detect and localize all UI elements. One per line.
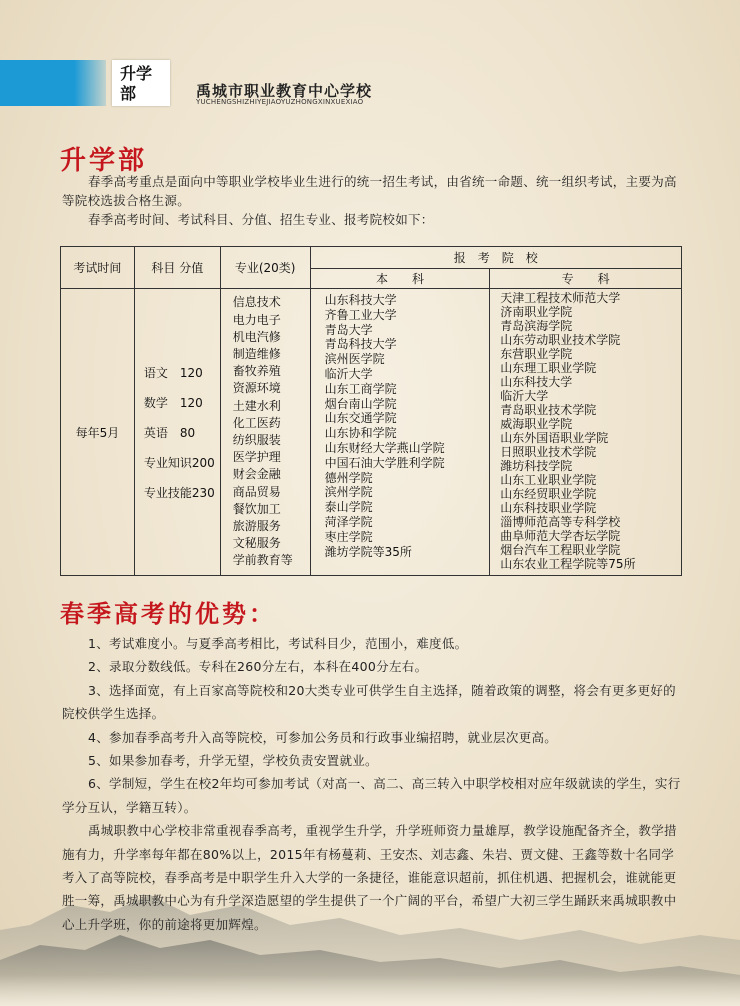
bachelor-school: 山东科技大学 (324, 293, 397, 307)
major-item: 旅游服务 (232, 519, 281, 534)
major-item: 电力电子 (232, 312, 281, 327)
college-school: 山东外国语职业学院 (500, 431, 609, 445)
advantage-item: 3、选择面宽，有上百家高等院校和20大类专业可供学生自主选择，随着政策的调整，将会有更多更好的院校供学生选择。 (62, 682, 676, 722)
college-school: 山东科技职业学院 (500, 501, 597, 515)
subject-item: 专业技能230 (143, 485, 215, 500)
dept-label-line1: 升学 (120, 64, 153, 83)
bachelor-school: 青岛大学 (324, 322, 373, 337)
subject-item: 语文 120 (143, 365, 203, 380)
advantage-item: 1、考试难度小。与夏季高考相比，考试科目少，范围小，难度低。 (88, 636, 468, 651)
bachelor-school: 德州学院 (324, 470, 373, 485)
major-item: 信息技术 (232, 295, 281, 310)
majors-cell (220, 289, 310, 576)
college-school: 青岛滨海学院 (500, 319, 573, 333)
advantage-item: 6、学制短，学生在校2年均可参加考试（对高一、高二、高三转入中职学校相对应年级就读的学生，实行学分互认，学籍互转）。 (62, 776, 681, 815)
college-school: 潍坊科技学院 (500, 459, 573, 473)
college-school: 山东劳动职业技术学院 (500, 333, 621, 347)
major-item: 畜牧养殖 (232, 364, 281, 379)
major-item: 化工医药 (232, 415, 281, 430)
section-title-shengxuebu: 升学部 (60, 146, 148, 176)
college-school: 天津工程技术师范大学 (500, 291, 621, 305)
advantages-text (62, 632, 682, 936)
college-school: 山东理工职业学院 (500, 361, 597, 375)
college-school: 山东农业工程学院等75所 (500, 557, 636, 571)
subject-item: 数学 120 (143, 395, 203, 410)
th-exam-time: 考试时间 (61, 247, 135, 289)
major-item: 资源环境 (232, 381, 281, 396)
subject-item: 英语 80 (143, 425, 196, 440)
major-item: 医学护理 (232, 450, 281, 465)
college-school: 青岛职业技术学院 (500, 403, 597, 417)
closing-paragraph: 禹城职教中心学校非常重视春季高考，重视学生升学，升学班师资力量雄厚，教学设施配备齐全，教学措施有力，升学率每年都在80%以上，2015年有杨蔓莉、王安杰、刘志鑫、朱岩、贾文健、王鑫等数十名同学考入了高等院校，春季高考是中职学生升入大学的一条捷径，谁能意识超前，抓住机遇、把握机会，谁就能更胜一筹，禹城职教中心为有升学深造愿望的学生提供了一个广阔的平台，希望广大初三学生踊跃来禹城职教中心上升学班，你的前途将更加辉煌。 (62, 823, 677, 932)
college-school: 东营职业学院 (500, 347, 573, 361)
bachelor-schools-cell (310, 289, 490, 576)
bachelor-school: 山东交通学院 (324, 411, 397, 426)
college-school: 临沂大学 (500, 389, 549, 403)
major-item: 纺织服装 (232, 433, 281, 447)
subjects-cell (134, 289, 220, 576)
th-subject-score: 科目 分值 (134, 247, 220, 289)
bachelor-school: 烟台南山学院 (324, 396, 397, 411)
college-school: 山东经贸职业学院 (500, 487, 597, 501)
bachelor-school: 齐鲁工业大学 (324, 307, 397, 322)
college-school: 日照职业技术学院 (500, 445, 597, 459)
school-name: 禹城市职业教育中心学校 (196, 82, 373, 100)
college-school: 威海职业学院 (500, 417, 573, 431)
advantage-item: 4、参加春季高考升入高等院校，可参加公务员和行政事业编招聘，就业层次更高。 (88, 729, 558, 745)
advantage-item: 2、录取分数线低。专科在260分左右，本科在400分左右。 (88, 659, 428, 675)
bachelor-school: 潍坊学院等35所 (324, 544, 412, 559)
th-major: 专业(20类) (220, 247, 310, 289)
bachelor-school: 山东工商学院 (324, 381, 397, 396)
bachelor-school: 滨州学院 (324, 485, 373, 500)
major-item: 制造维修 (232, 346, 281, 361)
section-title-advantages: 春季高考的优势： (60, 599, 276, 628)
th-schools: 报 考 院 校 (310, 247, 681, 269)
major-item: 商品贸易 (232, 484, 281, 499)
major-item: 学前教育等 (232, 553, 293, 568)
college-school: 烟台汽车工程职业学院 (500, 543, 621, 557)
major-item: 土建水利 (232, 398, 281, 413)
major-item: 文秘服务 (232, 536, 281, 551)
college-school: 济南职业学院 (500, 305, 573, 319)
bachelor-school: 临沂大学 (324, 366, 373, 381)
exam-info-table (60, 246, 682, 576)
bachelor-school: 滨州医学院 (324, 352, 385, 367)
major-item: 机电汽修 (232, 329, 281, 344)
bachelor-school: 山东协和学院 (324, 426, 397, 441)
section1-text (62, 172, 682, 229)
exam-time-cell: 每年5月 (61, 289, 135, 576)
dept-label-box (112, 60, 170, 106)
th-bachelor: 本 科 (310, 269, 490, 289)
bachelor-school: 枣庄学院 (324, 529, 373, 544)
major-item: 餐饮加工 (232, 501, 281, 516)
major-item: 财会金融 (232, 467, 281, 482)
th-college: 专 科 (490, 269, 682, 289)
subject-item: 专业知识200 (143, 455, 215, 470)
college-school: 山东工业职业学院 (500, 473, 597, 487)
bachelor-school: 菏泽学院 (324, 514, 373, 529)
bachelor-school: 泰山学院 (324, 500, 373, 515)
school-pinyin: YUCHENGSHIZHIYEJIAOYUZHONGXINXUEXIAO (196, 98, 364, 106)
bachelor-school: 青岛科技大学 (324, 337, 397, 352)
bachelor-school: 山东财经大学燕山学院 (324, 440, 445, 455)
section1-lead: 春季高考时间、考试科目、分值、招生专业、报考院校如下： (88, 212, 434, 227)
college-school: 淄博师范高等专科学校 (500, 515, 621, 529)
college-schools-cell (490, 289, 682, 576)
bachelor-school: 中国石油大学胜利学院 (324, 455, 445, 470)
college-school: 曲阜师范大学杏坛学院 (500, 529, 621, 543)
college-school: 山东科技大学 (500, 375, 573, 389)
advantage-item: 5、如果参加春考，升学无望，学校负责安置就业。 (88, 753, 378, 769)
dept-label-line2: 部 (120, 84, 137, 103)
section1-intro: 春季高考重点是面向中等职业学校毕业生进行的统一招生考试，由省统一命题、统一组织考试，主要为高等院校选拔合格生源。 (62, 174, 677, 208)
header-blue-band (0, 60, 106, 106)
